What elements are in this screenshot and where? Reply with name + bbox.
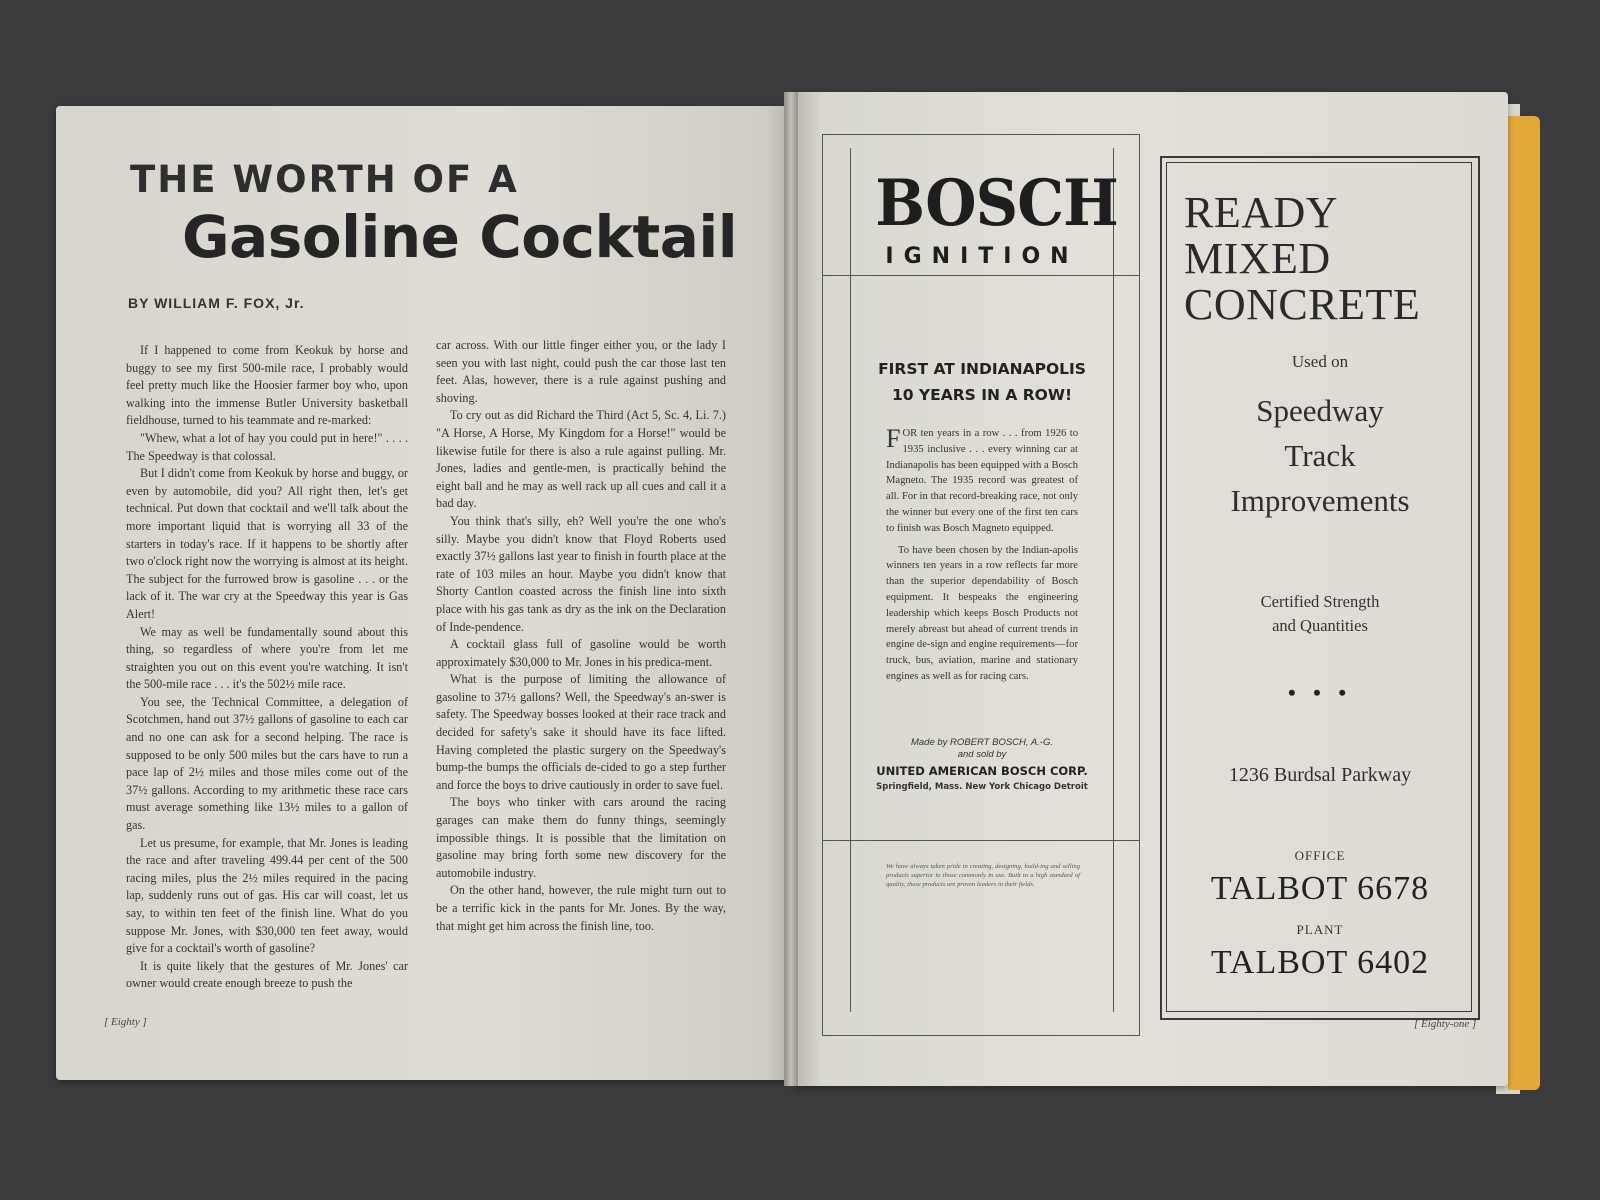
bosch-paragraph: To have been chosen by the Indian-apolis winners ten years in a row reflects far more than the superior dependability of Bosch equipment. It bespeaks the engineering leadership which keeps Bosch Products not merely abreast but ahead of current trends in engine de-sign and engine requirements—for truck, bus, aviation, marine and stationary engines as well as for racing cars.: [886, 544, 1078, 682]
project-line: Track: [1284, 438, 1356, 473]
plant-label: PLANT: [1296, 922, 1344, 937]
cert-line: Certified Strength: [1260, 592, 1380, 611]
book-gutter: [784, 92, 798, 1086]
bosch-logo: BOSCH: [875, 166, 1118, 241]
paragraph: If I happened to come from Keokuk by horse and buggy to see my first 500-mile race, I probably would feel pretty much like the Hoosier farmer boy who, upon walking into the immense Butler University basketball fieldhouse, turned to his teammate and re-marked:: [126, 343, 408, 428]
paragraph: What is the purpose of limiting the allowance of gasoline to 37½ gallons? Well, the Speedway's an-swer is safety. The Speedway bosses looked at their race track and decided for safety's sake it should have its face lifted. Having completed the plastic surgery on the Speedway's bump-the bumps the officials de-cided to go a step further and force the boys to drive cautiously in order to save fuel.: [436, 672, 726, 792]
concrete-certification: [1180, 590, 1460, 638]
concrete-project: [1180, 388, 1460, 523]
concrete-used-on: Used on: [1291, 352, 1349, 371]
paragraph: You see, the Technical Committee, a delegation of Scotchmen, hand out 37½ gallons of gasoline to each car and no one can ask for a second helping. The race is supposed to be only 500 miles but the cars have to run a pace lap of 2½ miles and those miles come out of the 37½ gallons. According to my arithmetic these race cars must average something like 13½ miles to a gallon of gas.: [126, 694, 408, 833]
paragraph: We may as well be fundamentally sound about this thing, so regardless of where you're from let me straighten you out on this event you're watching. It isn't the 500-mile race . . . it's the 502½ mile race.: [126, 624, 408, 692]
concrete-address: 1236 Burdsal Parkway: [1228, 764, 1412, 786]
concrete-title-line: READY: [1184, 188, 1339, 237]
concrete-title-line: MIXED: [1184, 234, 1331, 283]
bosch-cities: Springfield, Mass. New York Chicago Detroit: [876, 782, 1088, 792]
bosch-made-by: Made by ROBERT BOSCH, A.-G.: [910, 737, 1053, 748]
paragraph: car across. With our little finger either you, or the lady I seen you with last night, could push the car those last ten feet. Alas, however, there is a rule against pushing and shoving.: [436, 338, 726, 405]
project-line: Improvements: [1230, 483, 1410, 518]
bosch-maker: [866, 736, 1098, 762]
article-column-2: [436, 337, 726, 935]
ornament-dots: • • •: [1287, 680, 1353, 705]
cert-line: and Quantities: [1272, 616, 1368, 635]
bosch-headline-line2: 10 YEARS IN A ROW!: [891, 386, 1073, 404]
bosch-sold-by: and sold by: [957, 749, 1007, 760]
project-line: Speedway: [1256, 393, 1384, 428]
plant-phone: TALBOT 6402: [1210, 944, 1430, 981]
paragraph: On the other hand, however, the rule might turn out to be a terrific kick in the pants for Mr. Jones. By the way, that might get him across the finish line, too.: [436, 883, 726, 933]
divider: [822, 275, 1140, 276]
page-number-left: [ Eighty ]: [104, 1016, 147, 1028]
paragraph: You think that's silly, eh? Well you're the one who's silly. Maybe you didn't know that Floyd Roberts used exactly 37½ gallons last year to finish in fourth place at the rate of 103 miles an hour. Maybe you didn't know that Shorty Cantlon coasted across the finish line into sixth place with his gas tank as dry as the ink on the Declaration of Inde-pendence.: [436, 513, 726, 634]
bosch-headline-line1: FIRST AT INDIANAPOLIS: [878, 360, 1086, 378]
page-number-right: [ Eighty-one ]: [1414, 1018, 1477, 1030]
paragraph: It is quite likely that the gestures of Mr. Jones' car owner would create enough breeze to push the: [126, 958, 408, 991]
paragraph: But I didn't come from Keokuk by horse and buggy, or even by automobile, did you? All right then, let's get technical. Put down that cocktail and we'll talk about the more important liquid that is worrying all 33 of the starters in today's race. If it happens to be shortly after two o'clock right now the worrying is almost at its height. The subject for the furrowed brow is gasoline . . . or the lack of it. The war cry at the Speedway this year is Gas Alert!: [126, 466, 408, 621]
article-title-line2: Gasoline Cocktail: [182, 203, 738, 271]
yellow-cover-edge: [1508, 116, 1540, 1090]
paragraph: To cry out as did Richard the Third (Act 5, Sc. 4, Li. 7.) "A Horse, A Horse, My Kingdom for a Horse!" would be likewise futile for there is also a rule against pulling. Mr. Jones, ladies and gentle-men, is practically behind the eight ball and he may as well rack up all cues and call it a bad day.: [436, 408, 726, 511]
concrete-title-line: CONCRETE: [1184, 280, 1421, 329]
bosch-fine-print: We have always taken pride in creating, designing, build-ing and selling products superior to those commonly in use. Built to a high standard of quality, these products are proven leaders in their fields.: [886, 863, 1080, 888]
paragraph: The boys who tinker with cars around the racing garages can make them do funny things, seemingly impossible things. It is possible that the limitation on gasoline may bring forth some new discovery for the automobile industry.: [436, 795, 726, 880]
paragraph: "Whew, what a lot of hay you could put in here!" . . . . The Speedway is that colossal.: [126, 430, 408, 463]
article-title-line1: THE WORTH OF A: [130, 158, 519, 201]
bosch-headline: [866, 356, 1098, 408]
office-phone: TALBOT 6678: [1210, 870, 1430, 907]
bosch-ignition-label: IGNITION: [885, 244, 1079, 269]
paragraph: Let us presume, for example, that Mr. Jones is leading the race and after traveling 499.44 per cent of the 500 racing miles, plus the 2½ miles required in the pacing lap, suddenly runs out of gas. His car will coast, let us say, to within ten feet of the finish line. What do you suppose Mr. Jones, with $30,000 ten feet away, would give for a cocktail's worth of gasoline?: [126, 835, 408, 956]
paragraph: A cocktail glass full of gasoline would be worth approximately $30,000 to Mr. Jones in his predica-ment.: [436, 637, 726, 669]
drop-cap: F: [886, 424, 901, 453]
divider: [822, 840, 1140, 841]
office-label: OFFICE: [1294, 848, 1346, 863]
bosch-corp-name: UNITED AMERICAN BOSCH CORP.: [876, 764, 1088, 778]
bosch-paragraph: OR ten years in a row . . . from 1926 to 1935 inclusive . . . every winning car at Indianapolis has been equipped with a Bosch Magneto. The 1935 record was greatest of all. For in that record-breaking race, not only the winner but every one of the first ten cars to finish was Bosch Magneto equipped.: [886, 428, 1078, 534]
article-byline: BY WILLIAM F. FOX, Jr.: [128, 295, 305, 311]
bosch-body-copy: [886, 426, 1078, 685]
article-column-1: [126, 342, 408, 993]
concrete-ad-title: [1184, 190, 1454, 328]
